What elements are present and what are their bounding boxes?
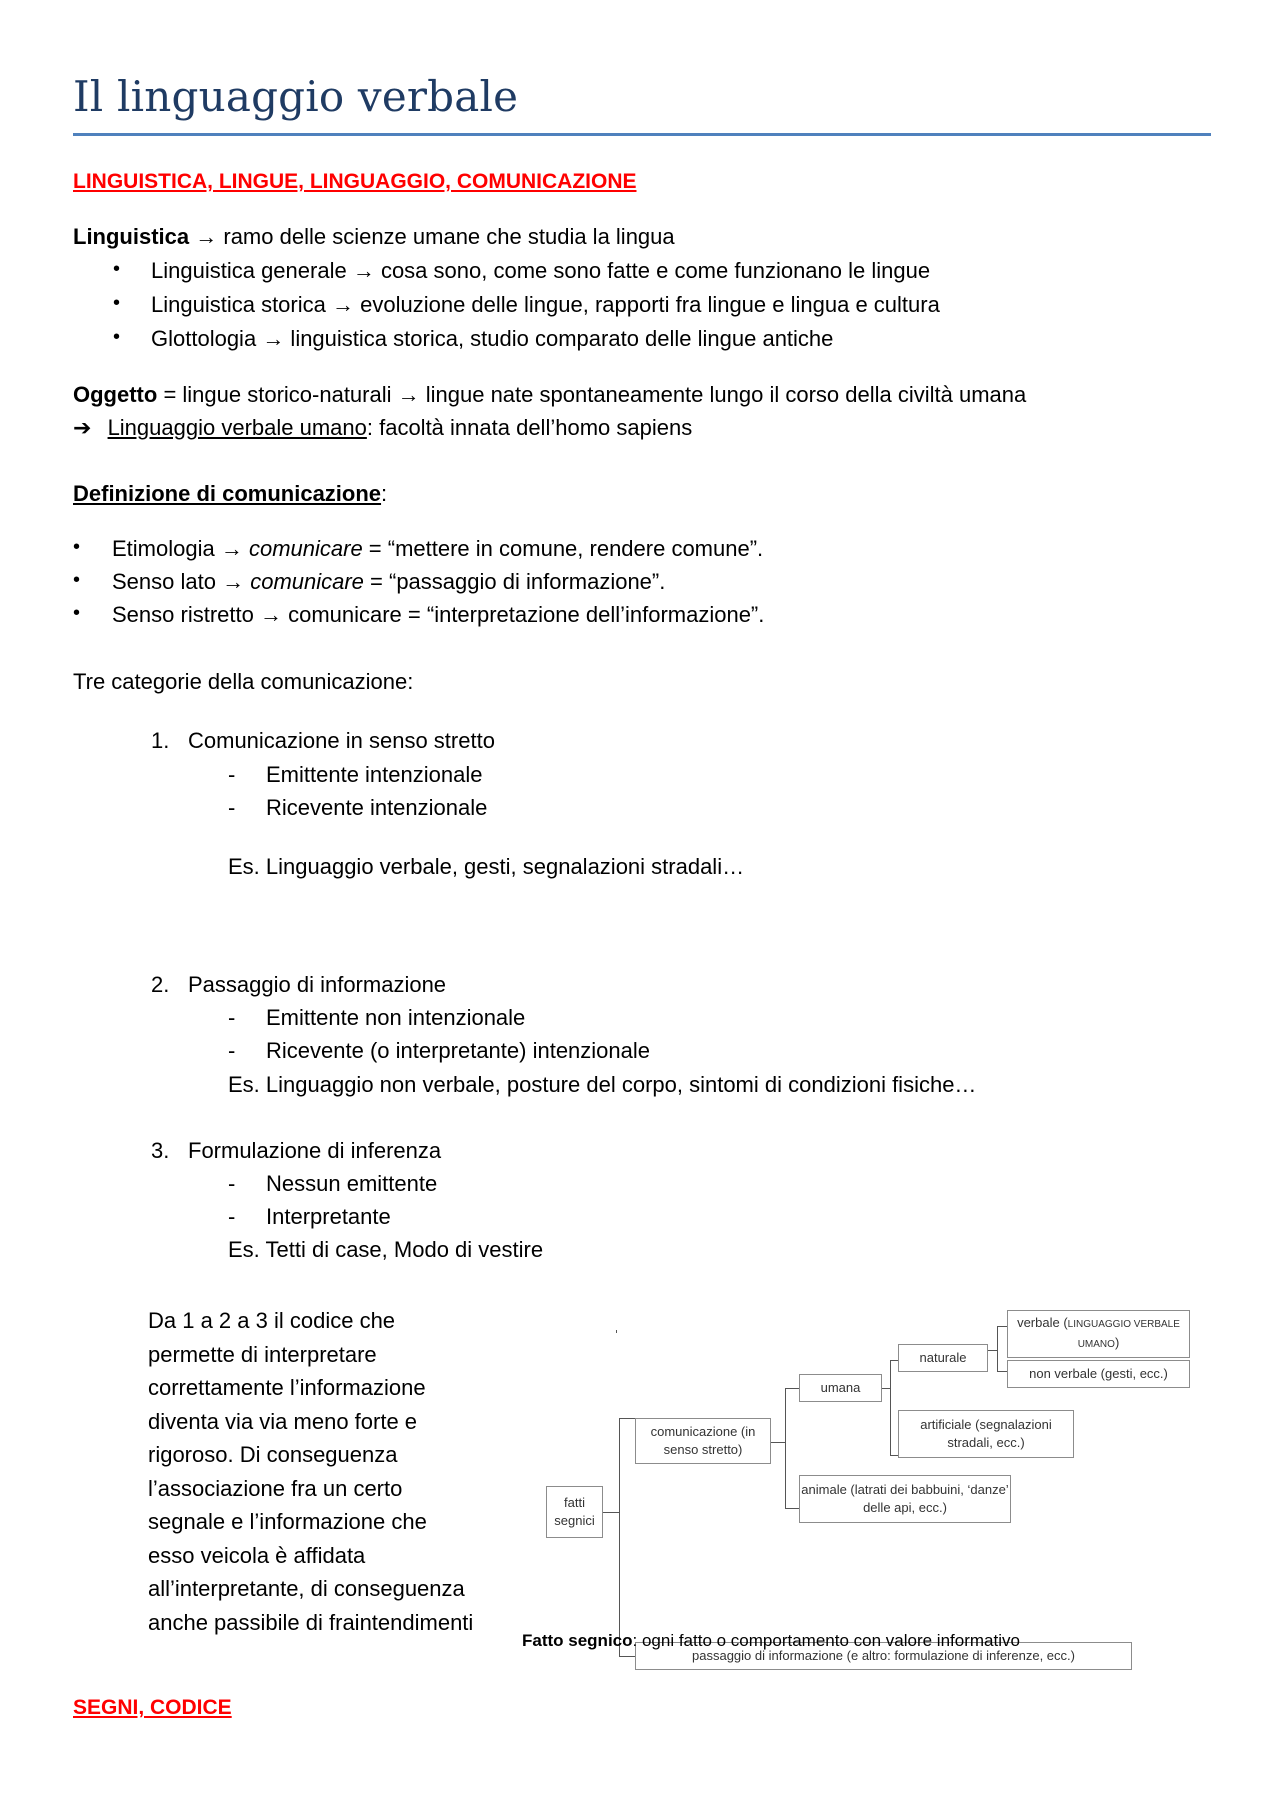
box-naturale: naturale — [898, 1344, 988, 1372]
category-number: 2. — [151, 972, 170, 997]
title-underline — [73, 133, 1211, 136]
category-item: Nessun emittente — [266, 1171, 438, 1196]
bullet-icon: • — [73, 536, 81, 558]
dash-icon: - — [228, 1038, 236, 1063]
box-passaggio: passaggio di informazione (e altro: formulazione di inferenze, ecc.) — [635, 1642, 1132, 1670]
list-item: Glottologia → linguistica storica, studio comparato delle lingue antiche — [151, 326, 834, 351]
box-umana: umana — [799, 1374, 882, 1402]
category-example: Es. Linguaggio verbale, gesti, segnalazioni stradali… — [228, 854, 745, 879]
section-heading-segni: SEGNI, CODICE — [73, 1696, 232, 1719]
tre-categorie: Tre categorie della comunicazione: — [73, 669, 414, 694]
bullet-icon: • — [73, 602, 81, 624]
box-animale: animale (latrati dei babbuini, ‘danze’ delle api, ecc.) — [799, 1475, 1011, 1523]
oggetto-term: Oggetto — [73, 382, 158, 407]
oggetto-line: Oggetto = lingue storico-naturali → lingue nate spontaneamente lungo il corso della civiltà umana — [73, 382, 1027, 407]
arrow-icon: → — [195, 224, 218, 249]
list-item: Linguistica storica → evoluzione delle lingue, rapporti fra lingue e lingua e cultura — [151, 292, 940, 317]
arrow-icon: → — [222, 569, 245, 594]
category-item: Interpretante — [266, 1204, 391, 1229]
arrow-icon: → — [352, 258, 375, 283]
arrow-icon: → — [262, 326, 285, 351]
list-item: Linguistica generale → cosa sono, come sono fatte e come funzionano le lingue — [151, 258, 931, 283]
box-verbale: verbale (LINGUAGGIO VERBALE UMANO) — [1007, 1310, 1190, 1358]
arrow-icon: → — [332, 292, 354, 317]
box-comunicazione: comunicazione (in senso stretto) — [635, 1418, 771, 1464]
category-number: 3. — [151, 1138, 170, 1163]
bullet-icon: • — [73, 569, 81, 591]
list-item: Senso lato → comunicare = “passaggio di informazione”. — [112, 569, 666, 594]
linguistica-term: Linguistica — [73, 224, 190, 249]
category-item: Ricevente intenzionale — [266, 795, 488, 820]
page-title: Il linguaggio verbale — [73, 72, 519, 121]
category-item: Ricevente (o interpretante) intenzionale — [266, 1038, 651, 1063]
dash-icon: - — [228, 1204, 236, 1229]
list-item: Senso ristretto → comunicare = “interpretazione dell’informazione”. — [112, 602, 765, 627]
category-item: Emittente intenzionale — [266, 762, 483, 787]
arrow-icon: → — [259, 602, 282, 627]
diagram-caption: Fatto segnico: ogni fatto o comportamento con valore informativo — [522, 1631, 1020, 1650]
section-heading-linguistica: LINGUISTICA, LINGUE, LINGUAGGIO, COMUNICAZIONE — [73, 170, 637, 193]
category-label: Passaggio di informazione — [188, 972, 447, 997]
list-item: Etimologia → comunicare = “mettere in comune, rendere comune”. — [112, 536, 764, 561]
dash-icon: - — [228, 1171, 236, 1196]
arrow-icon: → — [397, 382, 420, 407]
category-example: Es. Tetti di case, Modo di vestire — [228, 1237, 544, 1262]
category-label: Comunicazione in senso stretto — [188, 728, 495, 753]
bullet-icon: • — [113, 326, 121, 348]
category-item: Emittente non intenzionale — [266, 1005, 526, 1030]
category-number: 1. — [151, 728, 170, 753]
conclusion-paragraph: Da 1 a 2 a 3 il codice che permette di interpretare correttamente l’informazione diventa via via meno forte e rigoroso. Di conseguenza l’associazione fra un certo segnale e l’informazione che esso veicola è affidata all’interpretante, di conseguenza anche passibile di fraintendimenti — [148, 1308, 474, 1635]
linguistica-def: ramo delle scienze umane che studia la lingua — [217, 224, 675, 249]
definizione-heading: Definizione di comunicazione: — [73, 481, 388, 506]
category-example: Es. Linguaggio non verbale, posture del corpo, sintomi di condizioni fisiche… — [228, 1072, 977, 1097]
arrow-icon: → — [220, 536, 243, 561]
linguistica-line — [73, 224, 675, 250]
bold-arrow-icon: ➔ — [73, 415, 92, 440]
dash-icon: - — [228, 762, 236, 787]
linguaggio-line: ➔ Linguaggio verbale umano: facoltà innata dell’homo sapiens — [73, 415, 693, 440]
bullet-icon: • — [113, 292, 121, 314]
box-fatti-segnici: fatti segnici — [546, 1486, 603, 1538]
category-label: Formulazione di inferenza — [188, 1138, 442, 1163]
box-artificiale: artificiale (segnalazioni stradali, ecc.) — [898, 1410, 1074, 1458]
box-non-verbale: non verbale (gesti, ecc.) — [1007, 1360, 1190, 1388]
dash-icon: - — [228, 795, 236, 820]
dash-icon: - — [228, 1005, 236, 1030]
bullet-icon: • — [113, 258, 121, 280]
